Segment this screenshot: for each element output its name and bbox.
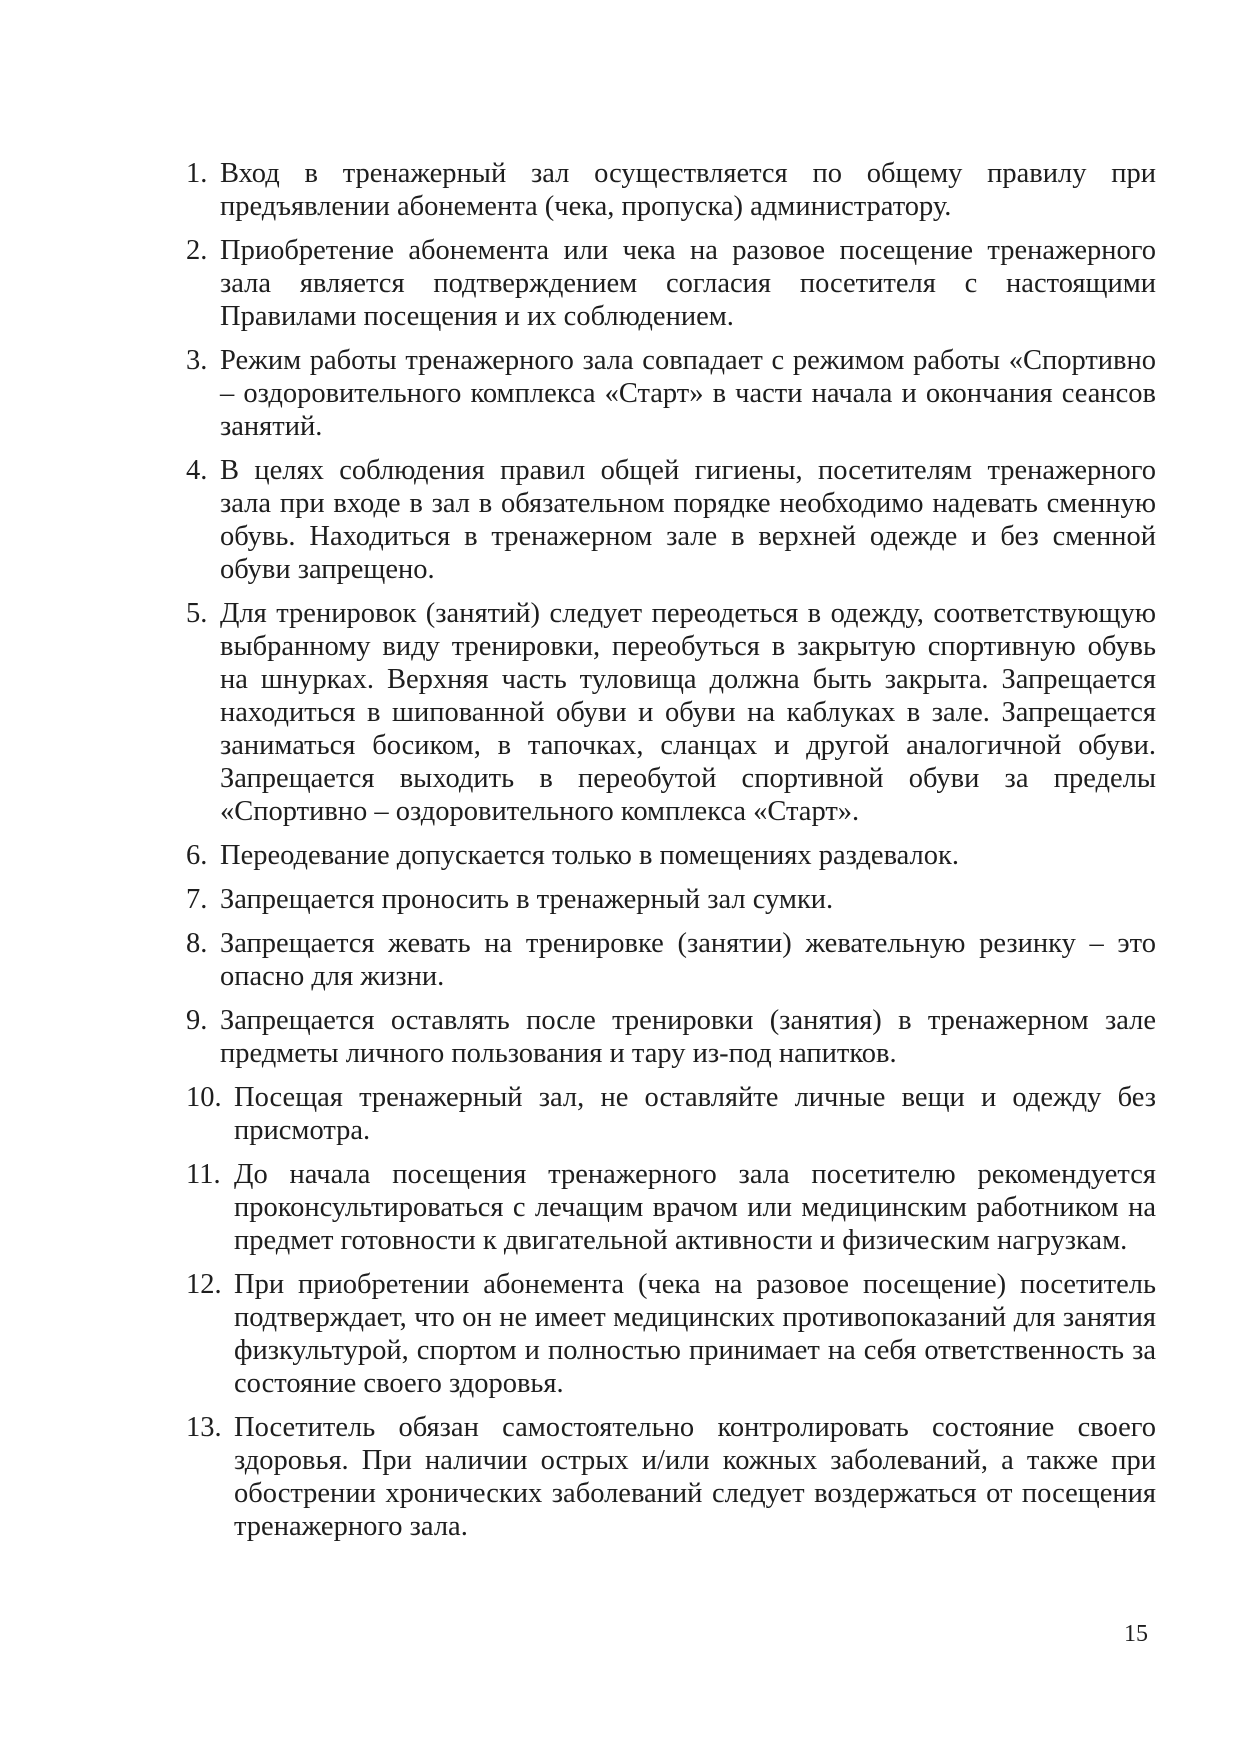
rule-number: 4. xyxy=(186,455,208,486)
rule-item xyxy=(186,927,1156,993)
rule-item xyxy=(186,234,1156,333)
rule-text: При приобретении абонемента (чека на разовое посещение) посетитель подтверждает, что он не имеет медицинских противопоказаний для занятия физкультурой, спортом и полностью принимает на себя ответственность за состояние своего здоровья. xyxy=(234,1269,1156,1399)
rule-number: 9. xyxy=(186,1005,208,1036)
rule-text: Вход в тренажерный зал осуществляется по общему правилу при предъявлении абонемента (чека, пропуска) администратору. xyxy=(220,158,1156,222)
rule-number: 1. xyxy=(186,158,208,189)
rule-number: 8. xyxy=(186,928,208,959)
rule-text: Посетитель обязан самостоятельно контролировать состояние своего здоровья. При наличии острых и/или кожных заболеваний, а также при обострении хронических заболеваний следует воздержаться от посещения тренажерного зала. xyxy=(234,1412,1156,1542)
rule-text: Для тренировок (занятий) следует переодеться в одежду, соответствующую выбранному виду тренировки, переобуться в закрытую спортивную обувь на шнурках. Верхняя часть туловища должна быть закрыта. Запрещается находиться в шипованной обуви и обуви на каблуках в зале. Запрещается заниматься босиком, в тапочках, сланцах и другой аналогичной обуви. Запрещается выходить в переобутой спортивной обуви за пределы «Спортивно – оздоровительного комплекса «Старт». xyxy=(220,598,1156,827)
rule-number: 7. xyxy=(186,884,208,915)
rule-number: 13. xyxy=(186,1412,222,1443)
rule-text: Приобретение абонемента или чека на разовое посещение тренажерного зала является подтверждением согласия посетителя с настоящими Правилами посещения и их соблюдением. xyxy=(220,235,1156,332)
rule-number: 12. xyxy=(186,1269,222,1300)
rule-text: Запрещается проносить в тренажерный зал сумки. xyxy=(220,884,834,915)
rule-text: Режим работы тренажерного зала совпадает с режимом работы «Спортивно – оздоровительного комплекса «Старт» в части начала и окончания сеансов занятий. xyxy=(220,345,1156,442)
rule-number: 6. xyxy=(186,840,208,871)
rule-number: 5. xyxy=(186,598,208,629)
rule-number: 11. xyxy=(186,1159,221,1190)
rule-item xyxy=(186,1081,1156,1147)
rule-item xyxy=(186,597,1156,828)
rule-text: До начала посещения тренажерного зала посетителю рекомендуется проконсультироваться с лечащим врачом или медицинским работником на предмет готовности к двигательной активности и физическим нагрузкам. xyxy=(234,1159,1156,1256)
rule-item xyxy=(186,454,1156,586)
rule-text: Запрещается оставлять после тренировки (занятия) в тренажерном зале предметы личного пользования и тару из-под напитков. xyxy=(220,1005,1156,1069)
rule-item xyxy=(186,344,1156,443)
rule-text: Переодевание допускается только в помещениях раздевалок. xyxy=(220,840,959,871)
rules-list xyxy=(186,157,1156,1554)
rule-number: 10. xyxy=(186,1082,222,1113)
rule-item xyxy=(186,1004,1156,1070)
rule-item xyxy=(186,1158,1156,1257)
rule-number: 2. xyxy=(186,235,208,266)
rule-item xyxy=(186,157,1156,223)
rule-number: 3. xyxy=(186,345,208,376)
rule-item xyxy=(186,883,1156,916)
rule-item xyxy=(186,839,1156,872)
rule-item xyxy=(186,1268,1156,1400)
page-number: 15 xyxy=(1124,1621,1148,1647)
rule-text: Запрещается жевать на тренировке (занятии) жевательную резинку – это опасно для жизни. xyxy=(220,928,1156,992)
rule-text: Посещая тренажерный зал, не оставляйте личные вещи и одежду без присмотра. xyxy=(234,1082,1156,1146)
rule-text: В целях соблюдения правил общей гигиены, посетителям тренажерного зала при входе в зал в обязательном порядке необходимо надевать сменную обувь. Находиться в тренажерном зале в верхней одежде и без сменной обуви запрещено. xyxy=(220,455,1156,585)
rule-item xyxy=(186,1411,1156,1543)
